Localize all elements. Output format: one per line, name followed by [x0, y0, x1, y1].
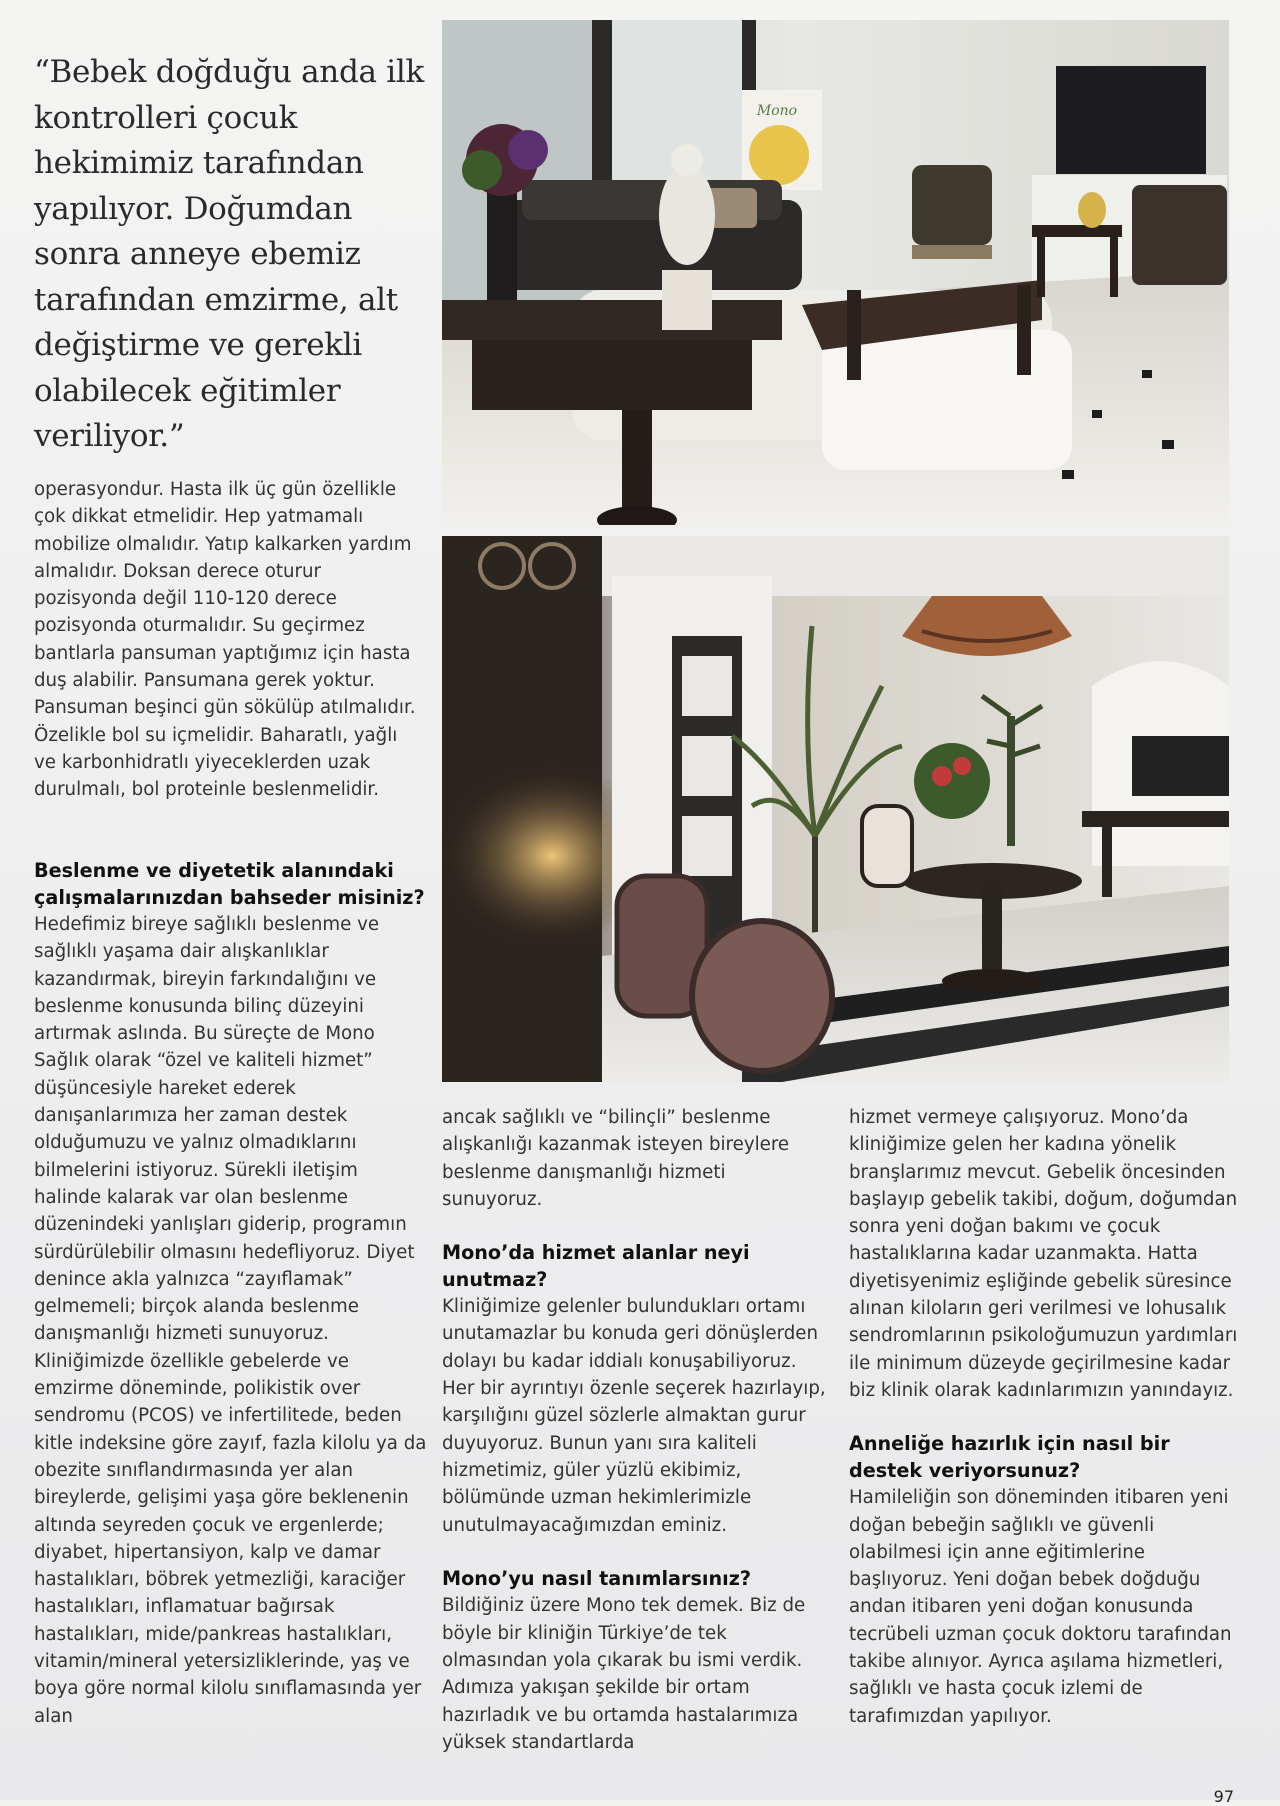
question-define-mono: Mono’yu nasıl tanımlarsınız?	[442, 1566, 751, 1590]
answer-unforgettable: Kliniğimize gelenler bulundukları ortamı unutamazlar bu konuda geri dönüşlerden dolayı bu kadar iddialı konuşabiliyoruz. Her bir ayrıntıyı özenle seçerek hazırlayıp, karşılığını güzel sözlerle almaktan gurur duyuyoruz. Bunun yanı sıra kaliteli hizmetimiz, güler yüzlü ekibimiz, bölümünde uzman hekimlerimizle unutulmayacağımızdan eminiz.	[442, 1296, 826, 1536]
question-nutrition: Beslenme ve diyetetik alanındaki çalışmalarınızdan bahseder misiniz?	[34, 859, 425, 909]
column-2	[442, 1104, 827, 1756]
intro-paragraph: operasyondur. Hasta ilk üç gün özellikle çok dikkat etmelidir. Hep yatmamalı mobilize olmalıdır. Yatıp kalkarken yardım almalıdır. Doksan derece oturur pozisyonda değil 110-120 derece pozisyonda oturmalıdır. Su geçirmez bantlarla pansuman yaptığımız için hasta duş alabilir. Pansumana gerek yoktur. Pansuman beşinci gün sökülüp atılmalıdır. Özelikle bol su içmelidir. Baharatlı, yağlı ve karbonhidratlı yiyeceklerden uzak durulmalı, bol proteinle beslenmelidir.	[34, 479, 416, 801]
question-unforgettable: Mono’da hizmet alanlar neyi unutmaz?	[442, 1241, 750, 1291]
column-1-intro	[34, 476, 419, 804]
answer-nutrition-part1: Hedefimiz bireye sağlıklı beslenme ve sağlıklı yaşama dair alışkanlıklar kazandırmak, bireyin farkındalığını ve beslenme konusunda bilinç düzeyini artırmak aslında. Bu süreçte de Mono Sağlık olarak “özel ve kaliteli hizmet” düşüncesiyle hareket ederek danışanlarımıza her zaman destek olduğumuzu ve yalnız olmadıklarını bilmelerini istiyoruz. Sürekli iletişim halinde kalarak var olan beslenme düzenindeki yanlışları giderip, programın sürdürülebilir olmasını hedefliyoruz. Diyet denince akla yalnızca “zayıflamak” gelmemeli; birçok alanda beslenme danışmanlığı hizmeti sunuyoruz. Kliniğimizde özellikle gebelerde ve emzirme döneminde, polikistik over sendromu (PCOS) ve infertilitede, beden kitle indeksine göre zayıf, fazla kilolu ya da obezite sınıflandırmasında yer alan bireylerde, gelişimi yaşa göre beklenenin altında seyreden çocuk ve ergenlerde; diyabet, hipertansiyon, kalp ve damar hastalıkları, böbrek yetmezliği, karaciğer hastalıkları, inflamatuar bağırsak hastalıkları, mide/pankreas hastalıkları, vitamin/mineral yetersizliklerinde, yaş ve boya göre normal kilolu sınıflamasında yer alan	[34, 914, 427, 1727]
question-motherhood: Anneliğe hazırlık için nasıl bir destek veriyorsunuz?	[849, 1432, 1170, 1482]
answer-nutrition-part2: ancak sağlıklı ve “bilinçli” beslenme alışkanlığı kazanmak isteyen bireylere beslenme danışmanlığı hizmeti sunuyoruz.	[442, 1107, 790, 1210]
photo-reception	[442, 536, 1229, 1082]
answer-define-mono-part1: Bildiğiniz üzere Mono tek demek. Biz de böyle bir kliniğin Türkiye’de tek olmasından yola çıkarak bu ismi verdik. Adımıza yakışan şekilde bir ortam hazırladık ve bu ortamda hastalarımıza yüksek standartlarda	[442, 1595, 806, 1753]
answer-motherhood: Hamileliğin son döneminden itibaren yeni doğan bebeğin sağlıklı ve güvenli olabilmesi için anne eğitimlerine başlıyoruz. Yeni doğan bebek doğduğu andan itibaren yeni doğan konusunda tecrübeli uzman çocuk doktoru tarafından takibe alınıyor. Ayrıca aşılama hizmetleri, sağlıklı ve hasta çocuk izlemi de tarafımızdan yapılıyor.	[849, 1487, 1232, 1727]
page-number: 97	[1213, 1787, 1234, 1806]
answer-define-mono-part2: hizmet vermeye çalışıyoruz. Mono’da kliniğimize gelen her kadına yönelik branşlarımız mevcut. Gebelik öncesinden başlayıp gebelik takibi, doğum, doğumdan sonra yeni doğan bakımı ve çocuk hastalıklarına kadar uzanmakta. Hatta diyetisyenimiz eşliğinde gebelik süresince alınan kiloların geri verilmesi ve lohusalık sendromlarının psikoloğumuzun yardımları ile minimum düzeyde geçirilmesine kadar biz klinik olarak kadınlarımızın yanındayız.	[849, 1107, 1238, 1401]
sign-text: Mono	[756, 103, 798, 119]
photo-lounge	[442, 20, 1229, 525]
column-1-main	[34, 858, 429, 1730]
column-3	[849, 1104, 1239, 1730]
pull-quote: “Bebek doğduğu anda ilk kontrolleri çocuk hekimimiz tarafından yapılıyor. Doğumdan sonra anneye ebemiz tarafından emzirme, alt değiştirme ve gerekli olabilecek eğitimler veriliyor.”	[34, 54, 424, 454]
